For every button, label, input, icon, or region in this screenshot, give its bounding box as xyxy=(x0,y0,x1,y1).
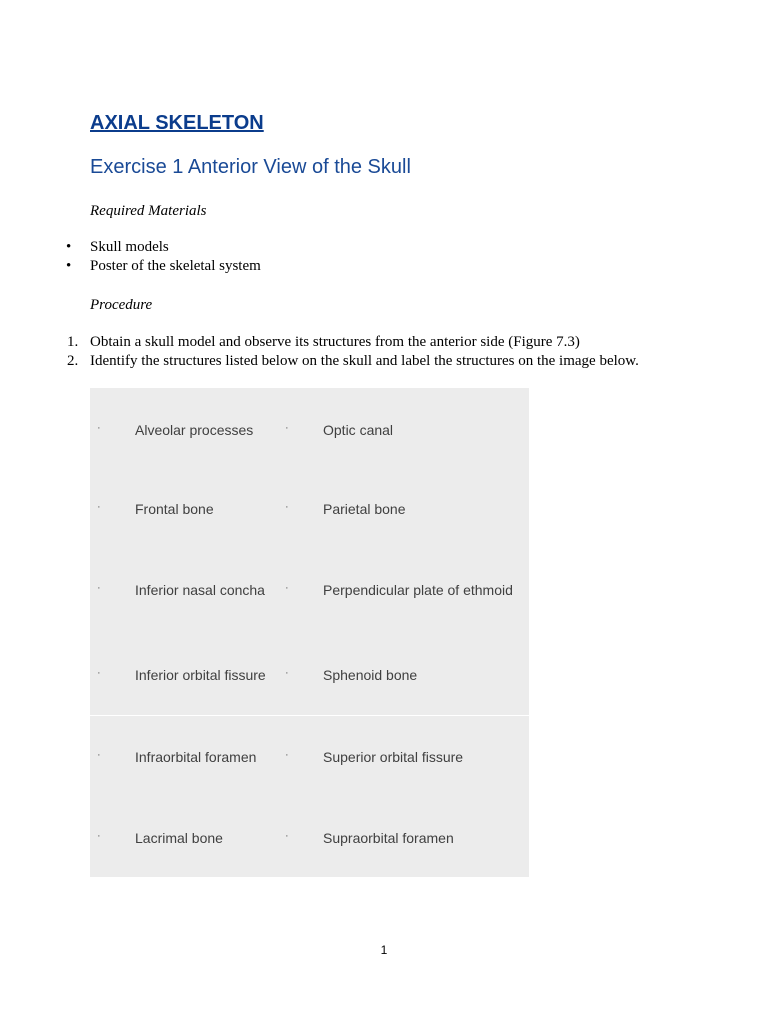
structure-label: Sphenoid bone xyxy=(323,667,418,683)
structure-label: Perpendicular plate of ethmoid xyxy=(323,582,513,598)
bullet-icon: · xyxy=(97,830,101,842)
structure-label: Inferior nasal concha xyxy=(135,582,265,598)
step-text: Obtain a skull model and observe its structures from the anterior side (Figure 7.3) xyxy=(90,334,580,350)
table-divider xyxy=(90,715,529,716)
required-materials-label: Required Materials xyxy=(90,203,207,219)
material-text: Poster of the skeletal system xyxy=(90,258,261,274)
structure-label: Inferior orbital fissure xyxy=(135,667,266,683)
step-text: Identify the structures listed below on the skull and label the structures on the image below. xyxy=(90,353,639,369)
bullet-icon: • xyxy=(66,258,72,274)
list-item xyxy=(0,257,261,276)
bullet-icon: · xyxy=(285,582,289,594)
structure-label: Superior orbital fissure xyxy=(323,749,464,765)
material-text: Skull models xyxy=(90,239,169,255)
structure-label: Lacrimal bone xyxy=(135,830,223,846)
materials-list xyxy=(0,238,261,276)
structure-label: Parietal bone xyxy=(323,501,406,517)
structure-label: Supraorbital foramen xyxy=(323,830,454,846)
structure-label: Frontal bone xyxy=(135,501,214,517)
page-number: 1 xyxy=(380,943,388,957)
bullet-icon: · xyxy=(97,501,101,513)
section-heading: AXIAL SKELETON xyxy=(90,112,264,134)
bullet-icon: · xyxy=(97,582,101,594)
list-item xyxy=(0,352,639,371)
procedure-label: Procedure xyxy=(90,297,153,313)
bullet-icon: · xyxy=(97,749,101,761)
list-item xyxy=(0,238,261,257)
structure-label: Optic canal xyxy=(323,422,394,438)
list-item xyxy=(0,333,639,352)
bullet-icon: · xyxy=(285,422,289,434)
bullet-icon: · xyxy=(285,501,289,513)
bullet-icon: • xyxy=(66,239,72,255)
step-number: 1. xyxy=(67,334,79,350)
bullet-icon: · xyxy=(285,749,289,761)
bullet-icon: · xyxy=(285,667,289,679)
bullet-icon: · xyxy=(97,667,101,679)
bullet-icon: · xyxy=(97,422,101,434)
procedure-steps xyxy=(0,333,639,371)
structures-table xyxy=(90,388,529,877)
structure-label: Infraorbital foramen xyxy=(135,749,257,765)
exercise-title: Exercise 1 Anterior View of the Skull xyxy=(90,156,411,178)
step-number: 2. xyxy=(67,353,79,369)
structure-label: Alveolar processes xyxy=(135,422,254,438)
bullet-icon: · xyxy=(285,830,289,842)
